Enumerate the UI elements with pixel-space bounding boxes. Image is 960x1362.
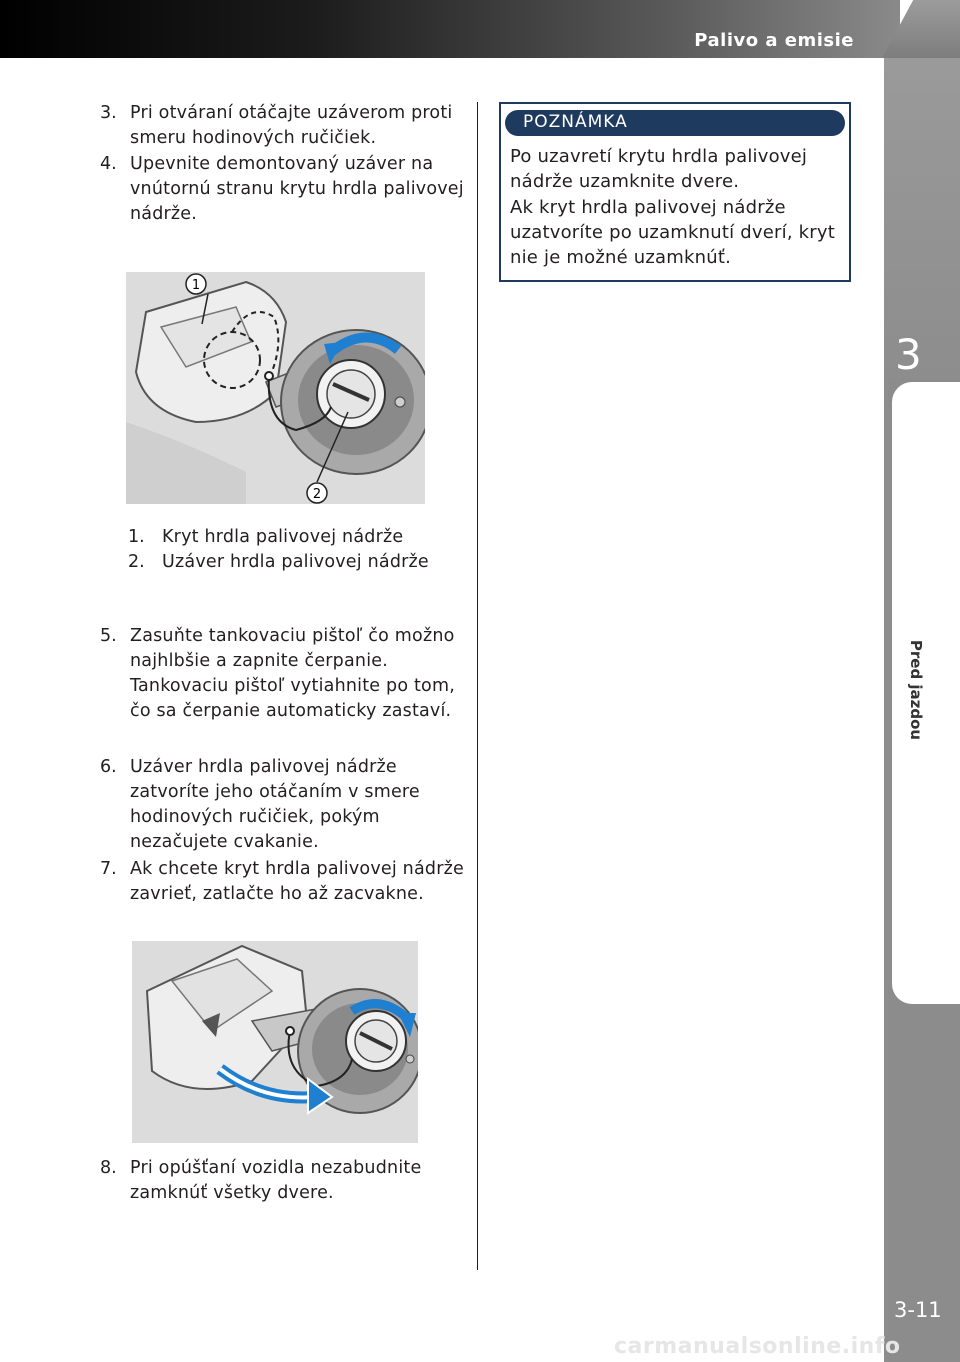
callout-2: 2 [312,487,322,502]
step-number: 8. [100,1158,117,1178]
step-number: 4. [100,154,117,174]
step-4 [100,152,470,227]
note-heading-bar [505,110,845,136]
step-text: Zasuňte tankovaciu pištoľ čo možno najhlbšie a zapnite čerpanie. Tankovaciu pištoľ vytiahnite po tom, čo sa čerpanie automaticky zastaví. [130,626,455,721]
step-text: Ak chcete kryt hrdla palivovej nádrže zavrieť, zatlačte ho až zacvakne. [130,859,464,904]
step-8 [100,1156,470,1206]
note-box [499,102,851,282]
chapter-number: 3 [895,330,922,379]
chapter-tab[interactable] [892,382,960,1004]
note-paragraph-1: Po uzavretí krytu hrdla palivovej nádrže uzamknite dvere. [510,146,808,192]
step-number: 5. [100,626,117,646]
legend-text: Uzáver hrdla palivovej nádrže [162,552,429,572]
step-5 [100,624,470,724]
step-number: 7. [100,859,117,879]
legend-number: 1. [128,527,145,547]
callout-1: 1 [191,278,201,293]
note-heading: POZNÁMKA [523,112,628,132]
step-number: 6. [100,757,117,777]
step-6 [100,755,470,855]
step-3 [100,101,470,151]
step-text: Uzáver hrdla palivovej nádrže zatvoríte jeho otáčaním v smere hodinových ručičiek, pokým nezačujete cvakanie. [130,757,420,852]
fuel-cap-illustration-open [126,272,425,504]
step-text: Upevnite demontovaný uzáver na vnútornú stranu krytu hrdla palivovej nádrže. [130,154,464,224]
page-number: 3-11 [894,1298,942,1322]
legend-number: 2. [128,552,145,572]
step-number: 3. [100,103,117,123]
section-title: Palivo a emisie [694,30,854,51]
step-text: Pri opúšťaní vozidla nezabudnite zamknúť všetky dvere. [130,1158,422,1203]
step-7 [100,857,470,907]
chapter-title: Pred jazdou [907,639,925,741]
legend-item-2 [128,550,468,575]
legend-item-1 [128,525,468,550]
legend-text: Kryt hrdla palivovej nádrže [162,527,404,547]
fuel-cap-illustration-close [132,941,418,1143]
note-paragraph-2: Ak kryt hrdla palivovej nádrže uzatvoríte po uzamknutí dverí, kryt nie je možné uzamknúť. [510,197,835,268]
watermark: carmanualsonline.info [614,1334,901,1359]
step-text: Pri otváraní otáčajte uzáverom proti smeru hodinových ručičiek. [130,103,453,148]
column-divider [477,102,478,1270]
